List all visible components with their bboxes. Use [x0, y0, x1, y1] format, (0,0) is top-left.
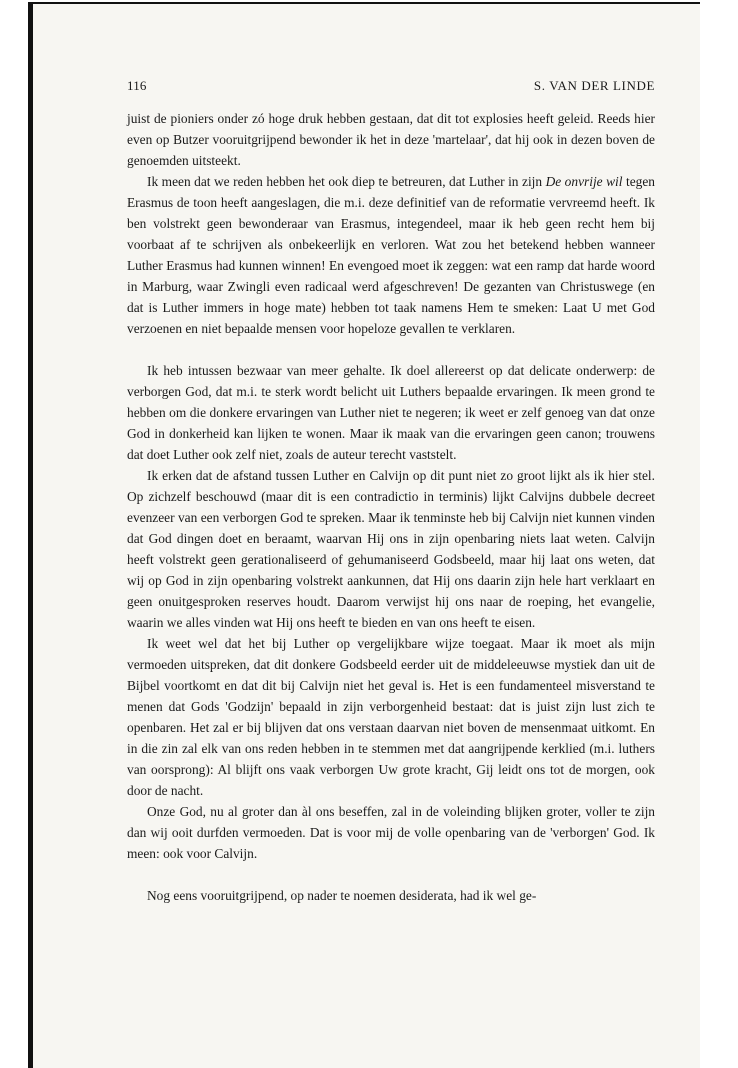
paragraph-7	[127, 885, 655, 906]
paragraph-2	[127, 171, 655, 339]
paragraph-6	[127, 801, 655, 864]
book-page	[28, 2, 700, 1068]
paragraph-5	[127, 633, 655, 801]
paragraph-text: Ik weet wel dat het bij Luther op vergelijkbare wijze toegaat. Maar ik moet als mijn vermoeden uitspreken, dat dit donkere Godsbeeld eerder uit de middeleeuwse mystiek dan uit de Bijbel voortkomt en dat dit bij Calvijn niet het geval is. Het is een fundamenteel misverstand te menen dat Gods 'Godzijn' bepaald in zijn verborgenheid bestaat: dat is juist zijn lust zich te openbaren. Het zal er bij blijven dat ons verstaan daarvan niet boven de mensenmaat uitkomt. En in die zin zal elk van ons reden hebben in te stemmen met dat aangrijpende kerklied (m.i. luthers van oorsprong): Al blijft ons vaak verborgen Uw grote kracht, Gij leidt ons tot de morgen, ook door de nacht.	[127, 636, 655, 798]
paragraph-text: Ik erken dat de afstand tussen Luther en Calvijn op dit punt niet zo groot lijkt als ik hier stel. Op zichzelf beschouwd (maar dit is een contradictio in terminis) lijkt Calvijns dubbele decreet evenzeer van een verborgen God te spreken. Maar ik tenminste heb bij Calvijn niet kunnen vinden dat God dingen doet en beraamt, waarvan Hij ons in zijn openbaring niets laat weten. Calvijn heeft volstrekt geen gerationaliseerd of gehumaniseerd Godsbeeld, maar hij laat ons weten, dat wij op God in zijn openbaring volstrekt aankunnen, dat Hij ons daarin zijn hele hart verklaart en geen onuitgesproken reserves houdt. Daarom verwijst hij ons naar de roeping, het evangelie, waarin we alles vinden wat Hij ons heeft te bieden en van ons heeft te eisen.	[127, 468, 655, 630]
paragraph-1	[127, 108, 655, 171]
paragraph-text: Onze God, nu al groter dan àl ons beseffen, zal in de voleinding blijken groter, voller te zijn dan wij ooit durfden vermoeden. Dat is voor mij de volle openbaring van de 'verborgen' God. Ik meen: ook voor Calvijn.	[127, 804, 655, 861]
paragraph-4	[127, 465, 655, 633]
page-body	[127, 108, 655, 906]
paragraph-text-after: tegen Erasmus de toon heeft aangeslagen, die m.i. deze definitief van de reformatie vervreemd heeft. Ik ben volstrekt geen bewonderaar van Erasmus, integendeel, maar ik heb geen recht hem bij voorbaat af te schrijven als onbekeerlijk en verloren. Wat zou het betekend hebben wanneer Luther Erasmus had kunnen winnen! En evengoed moet ik zeggen: wat een ramp dat harde woord in Marburg, waar Zwingli even radicaal werd afgeschreven! De gezanten van Christuswege (en dat is Luther immers in hoge mate) hebben tot taak namens Hem te smeken: Laat U met God verzoenen en niet bepaalde mensen voor hopeloze gevallen te verklaren.	[127, 174, 655, 336]
paragraph-3	[127, 360, 655, 465]
paragraph-text: juist de pioniers onder zó hoge druk hebben gestaan, dat dit tot explosies heeft geleid. Reeds hier even op Butzer vooruitgrijpend bewonder ik het in deze 'martelaar', dat hij ook in dezen boven de genoemden uitsteekt.	[127, 111, 655, 168]
running-head: S. VAN DER LINDE	[533, 78, 655, 93]
paragraph-text: Ik heb intussen bezwaar van meer gehalte. Ik doel allereerst op dat delicate onderwerp: de verborgen God, dat m.i. te sterk wordt belicht uit Luthers bepaalde ervaringen. Ik meen grond te hebben om die donkere ervaringen van Luther niet te negeren; ik weet er zelf genoeg van dat onze God in donkerheid kan lijken te wonen. Maar ik maak van die ervaringen geen canon; trouwens dat doet Luther ook zelf niet, zoals de auteur terecht vaststelt.	[127, 363, 655, 462]
paragraph-text-before: Ik meen dat we reden hebben het ook diep te betreuren, dat Luther in zijn	[147, 174, 546, 189]
book-title-italic: De onvrije wil	[545, 174, 623, 189]
page-number: 116	[127, 78, 147, 93]
paragraph-text: Nog eens vooruitgrijpend, op nader te noemen desiderata, had ik wel ge-	[147, 888, 537, 903]
